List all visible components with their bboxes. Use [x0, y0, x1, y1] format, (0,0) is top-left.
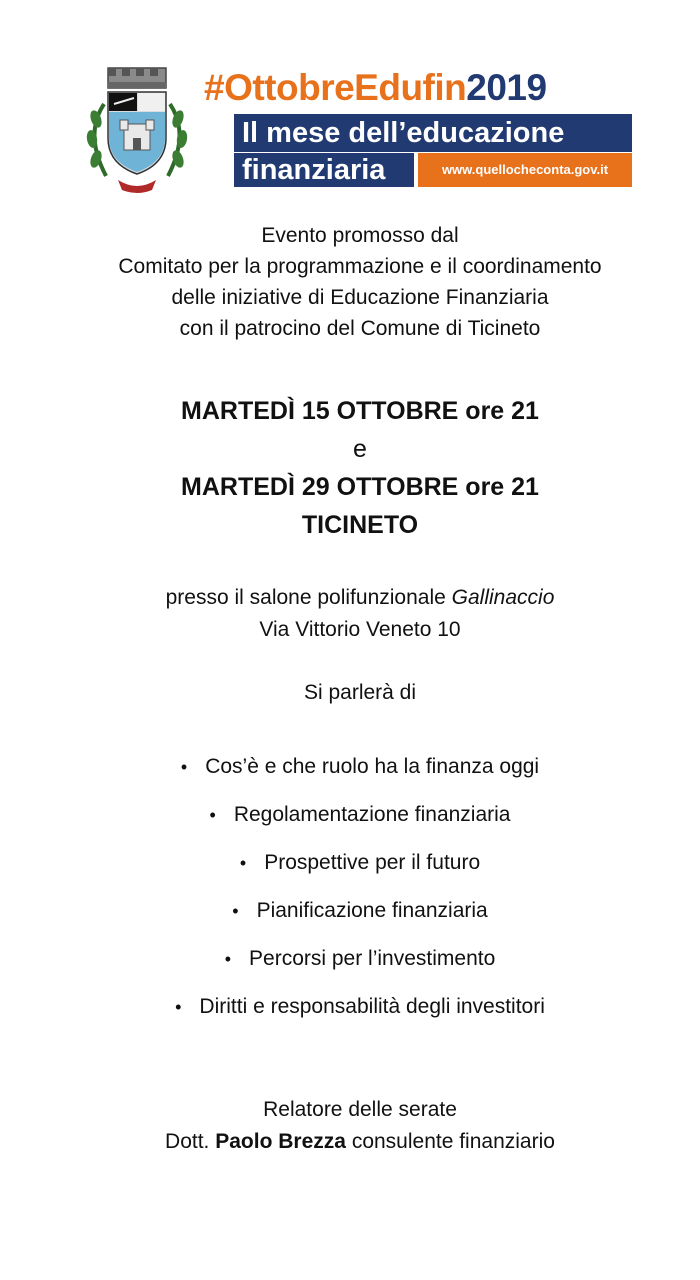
topic-text: Regolamentazione finanziaria	[233, 803, 511, 826]
list-item	[0, 992, 700, 1040]
list-item	[0, 848, 700, 896]
bullet-icon: •	[175, 997, 182, 1017]
promo-line: con il patrocino del Comune di Ticineto	[179, 317, 541, 340]
bullet-icon: •	[232, 901, 239, 921]
promo-line: delle iniziative di Educazione Finanziaria	[171, 286, 549, 309]
speaker-line	[0, 1126, 700, 1158]
event-date-1: MARTEDÌ 15 OTTOBRE ore 21	[181, 397, 539, 425]
list-item	[0, 944, 700, 992]
topic-text: Percorsi per l’investimento	[249, 947, 496, 970]
bullet-icon: •	[180, 757, 188, 777]
event-town: TICINETO	[301, 511, 419, 539]
venue-prefix: presso il salone polifunzionale	[165, 586, 446, 609]
topic-text: Pianificazione finanziaria	[256, 899, 488, 922]
topics-list	[0, 752, 700, 1040]
speaker-info	[0, 1094, 700, 1158]
speaker-role: consulente finanziario	[351, 1130, 555, 1153]
venue-name: Gallinaccio	[451, 586, 555, 609]
event-dates	[0, 392, 700, 544]
hashtag-text: #OttobreEdufin	[204, 67, 467, 108]
campaign-subtitle-line2: finanziaria	[234, 153, 414, 187]
campaign-hashtag	[204, 66, 547, 110]
list-item	[0, 800, 700, 848]
venue-line	[0, 582, 700, 614]
event-venue	[0, 582, 700, 646]
bullet-icon: •	[239, 853, 247, 873]
hashtag-year: 2019	[466, 67, 547, 108]
promo-line: Evento promosso dal	[261, 224, 459, 247]
bullet-icon: •	[209, 805, 216, 825]
event-date-2: MARTEDÌ 29 OTTOBRE ore 21	[181, 473, 539, 501]
venue-address: Via Vittorio Veneto 10	[259, 618, 461, 641]
topic-text: Prospettive per il futuro	[264, 851, 481, 874]
speaker-name: Paolo Brezza	[215, 1130, 346, 1153]
date-conjunction: e	[353, 435, 367, 463]
speaker-heading: Relatore delle serate	[263, 1098, 457, 1121]
promotion-text	[0, 220, 700, 344]
promo-line: Comitato per la programmazione e il coordinamento	[118, 255, 602, 278]
list-item	[0, 896, 700, 944]
topic-text: Cos’è e che ruolo ha la finanza oggi	[205, 755, 540, 778]
bullet-icon: •	[224, 949, 232, 969]
municipal-crest-icon	[78, 64, 196, 196]
list-item	[0, 752, 700, 800]
topic-text: Diritti e responsabilità degli investitori	[199, 995, 545, 1018]
campaign-website: www.quellocheconta.gov.it	[418, 153, 632, 187]
header	[0, 0, 700, 200]
topics-intro: Si parlerà di	[303, 681, 417, 704]
speaker-title: Dott.	[165, 1130, 210, 1153]
campaign-subtitle-line1: Il mese dell’educazione	[234, 114, 632, 152]
